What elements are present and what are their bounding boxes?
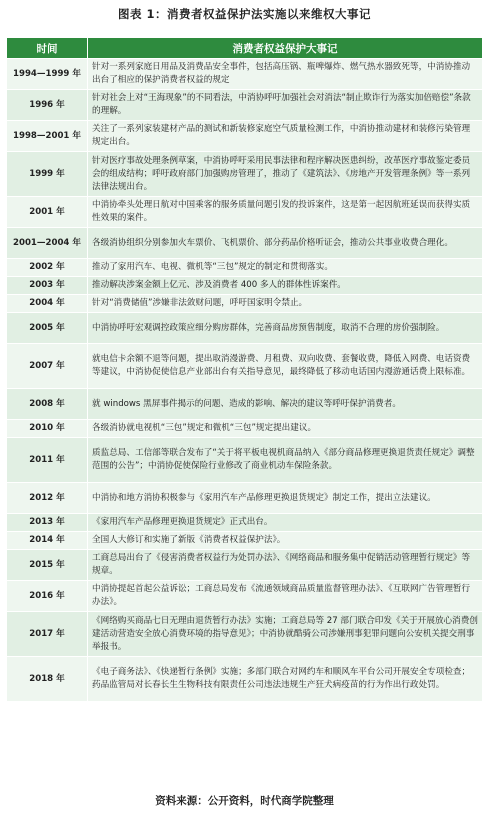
- row-year: 2005 年: [7, 313, 88, 344]
- row-event: 关注了一系列家装建材产品的测试和新装修家庭空气质量检测工作，中消协推动建材和装修污染管理规定出台。: [88, 121, 483, 152]
- column-header-event: 消费者权益保护大事记: [88, 38, 483, 59]
- row-year: 1999 年: [7, 152, 88, 197]
- table-row: [7, 657, 483, 702]
- row-year: 2018 年: [7, 657, 88, 702]
- row-year: 2015 年: [7, 550, 88, 581]
- row-event: 《家用汽车产品修理更换退货规定》正式出台。: [88, 514, 483, 532]
- table-row: [7, 420, 483, 438]
- row-event: 就 windows 黑屏事件揭示的问题、造成的影响、解决的建议等呼吁保护消费者。: [88, 389, 483, 420]
- table-row: [7, 277, 483, 295]
- events-table: [6, 37, 483, 702]
- row-year: 1994—1999 年: [7, 59, 88, 90]
- table-row: [7, 152, 483, 197]
- row-event: 工商总局出台了《侵害消费者权益行为处罚办法》、《网络商品和服务集中促销活动管理暂行规定》等规章。: [88, 550, 483, 581]
- table-row: [7, 438, 483, 483]
- row-event: 就电信卡余额不退等问题，提出取消漫游费、月租费、双向收费、套餐收费，降低入网费、电话资费等建议，中消协促使信息产业部出台有关指导意见，最终降低了移动电话国内漫游通话费上限标准。: [88, 344, 483, 389]
- table-row: [7, 612, 483, 657]
- table-row: [7, 59, 483, 90]
- row-year: 2001 年: [7, 197, 88, 228]
- row-year: 2008 年: [7, 389, 88, 420]
- table-row: [7, 197, 483, 228]
- row-event: 中消协提起首起公益诉讼；工商总局发布《流通领域商品质量监督管理办法》、《互联网广告管理暂行办法》。: [88, 581, 483, 612]
- row-event: 推动解决涉案金额上亿元、涉及消费者 400 多人的群体性诉案件。: [88, 277, 483, 295]
- row-event: 针对“消费储值”涉嫌非法敛财问题，呼吁国家明令禁止。: [88, 295, 483, 313]
- row-year: 2010 年: [7, 420, 88, 438]
- table-header-row: [7, 38, 483, 59]
- table-row: [7, 259, 483, 277]
- table-row: [7, 483, 483, 514]
- row-event: 《电子商务法》、《快递暂行条例》实施；多部门联合对网约车和顺风车平台公司开展安全专项检查；药品监管局对长春长生生物科技有限责任公司违法违规生产狂犬病疫苗的行为作出行政处罚。: [88, 657, 483, 702]
- row-event: 质监总局、工信部等联合发布了“关于将平板电视机商品纳入《部分商品修理更换退货责任规定》调整范围的公告”；中消协促使保险行业修改了商业机动车保险条款。: [88, 438, 483, 483]
- row-event: 中消协和地方消协积极参与《家用汽车产品修理更换退货规定》制定工作，提出立法建议。: [88, 483, 483, 514]
- row-event: 全国人大修订和实施了新版《消费者权益保护法》。: [88, 532, 483, 550]
- table-row: [7, 344, 483, 389]
- row-event: 针对医疗事故处理条例草案，中消协呼吁采用民事法律和程序解决医患纠纷，改革医疗事故鉴定委员会的组成结构；呼吁政府部门加强购房管理了，推动了《建筑法》、《房地产开发管理条例》等一系列法律法规出台。: [88, 152, 483, 197]
- table-row: [7, 514, 483, 532]
- row-year: 2011 年: [7, 438, 88, 483]
- table-row: [7, 90, 483, 121]
- row-event: 针对一系列家庭日用品及消费品安全事件，包括高压锅、瓶啤爆炸、燃气热水器致死等，中消协推动出台了相应的保护消费者权益的规定: [88, 59, 483, 90]
- row-event: 中消协呼吁宏观调控政策应细分购房群体，完善商品房预售制度，取消不合理的房价强制险。: [88, 313, 483, 344]
- row-year: 2003 年: [7, 277, 88, 295]
- row-year: 1998—2001 年: [7, 121, 88, 152]
- table-row: [7, 389, 483, 420]
- row-event: 推动了家用汽车、电视、微机等“三包”规定的制定和贯彻落实。: [88, 259, 483, 277]
- row-year: 2014 年: [7, 532, 88, 550]
- row-year: 2016 年: [7, 581, 88, 612]
- table-row: [7, 295, 483, 313]
- row-year: 2017 年: [7, 612, 88, 657]
- row-event: 中消协牵头处理日航对中国乘客的服务质量问题引发的投诉案件，这是第一起因航班延误而获得实质性效果的案件。: [88, 197, 483, 228]
- row-year: 2012 年: [7, 483, 88, 514]
- row-year: 2001—2004 年: [7, 228, 88, 259]
- row-year: 2007 年: [7, 344, 88, 389]
- table-row: [7, 121, 483, 152]
- row-event: 针对社会上对“王海现象”的不同看法，中消协呼吁加强社会对消法“制止欺诈行为落实加倍赔偿”条款的理解。: [88, 90, 483, 121]
- figure-title: 图表 1：消费者权益保护法实施以来维权大事记: [117, 7, 371, 21]
- source-note: 资料来源：公开资料，时代商学院整理: [155, 795, 334, 807]
- row-event: 各级消协组织分别参加火车票价、飞机票价、部分药品价格听证会，推动公共事业收费合理化。: [88, 228, 483, 259]
- table-row: [7, 581, 483, 612]
- row-year: 2002 年: [7, 259, 88, 277]
- row-year: 1996 年: [7, 90, 88, 121]
- table-row: [7, 313, 483, 344]
- table-body: [7, 59, 483, 702]
- row-event: 《网络购买商品七日无理由退货暂行办法》实施；工商总局等 27 部门联合印发《关于开展放心消费创建活动营造安全放心消费环境的指导意见》；中消协就酷骑公司涉嫌刑事犯罪问题向公安机关提交刑事举报书。: [88, 612, 483, 657]
- table-row: [7, 550, 483, 581]
- column-header-year: 时间: [7, 38, 88, 59]
- table-row: [7, 532, 483, 550]
- table-row: [7, 228, 483, 259]
- row-year: 2013 年: [7, 514, 88, 532]
- row-year: 2004 年: [7, 295, 88, 313]
- row-event: 各级消协就电视机“三包”规定和微机“三包”规定提出建议。: [88, 420, 483, 438]
